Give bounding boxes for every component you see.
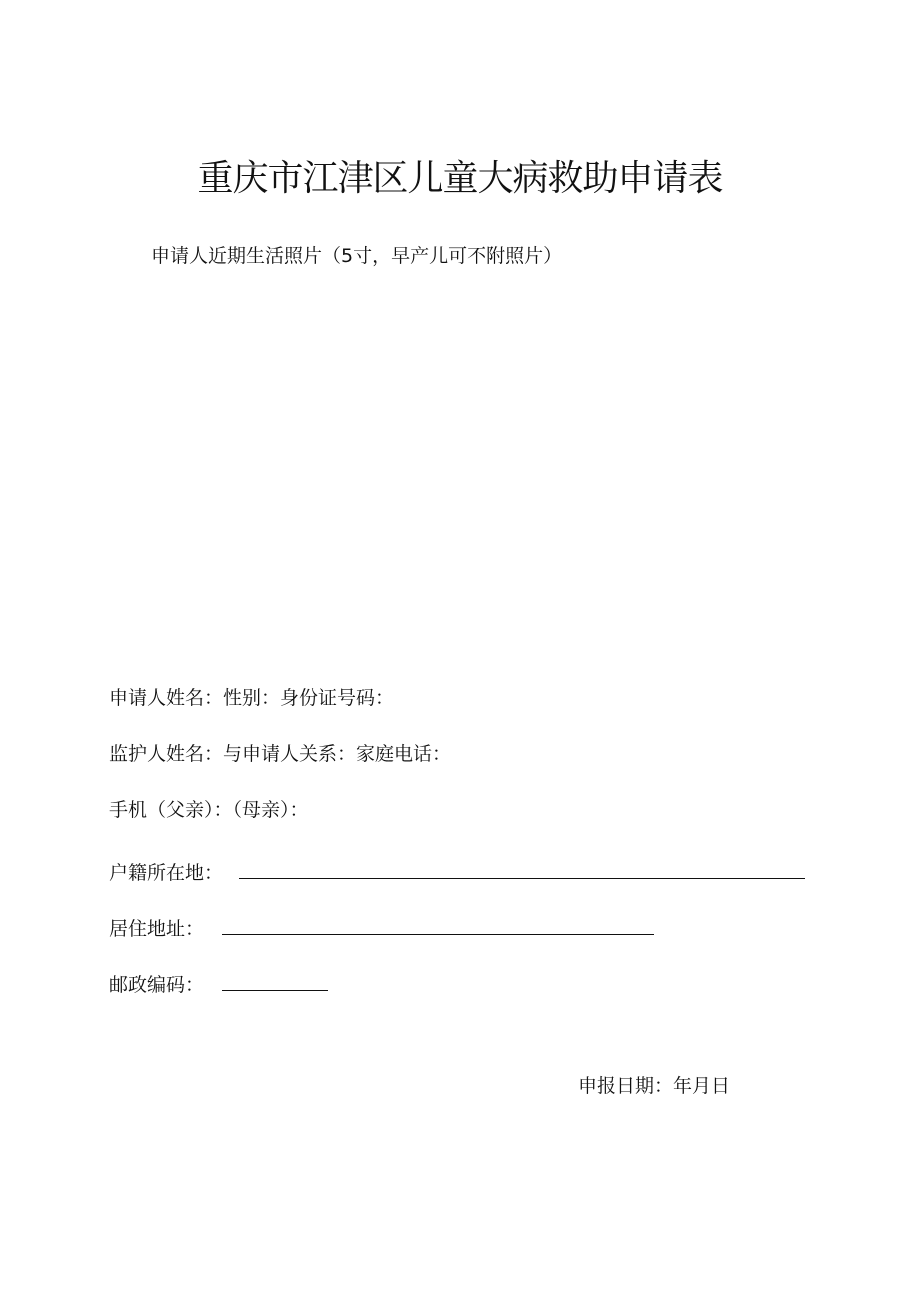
photo-placeholder-area bbox=[151, 280, 751, 660]
photo-note: 申请人近期生活照片（5寸，早产儿可不附照片） bbox=[151, 245, 563, 267]
postcode-label: 邮政编码： bbox=[109, 974, 205, 996]
hukou-label: 户籍所在地： bbox=[109, 862, 224, 884]
submission-date: 申报日期：年月日 bbox=[578, 1075, 731, 1097]
mobile-info-label: 手机（父亲）：（母亲）： bbox=[109, 799, 309, 821]
postcode-row bbox=[109, 968, 328, 999]
guardian-info-row bbox=[109, 740, 451, 768]
postcode-field[interactable] bbox=[222, 968, 328, 991]
guardian-info-label: 监护人姓名：与申请人关系：家庭电话： bbox=[109, 743, 452, 765]
hukou-field[interactable] bbox=[239, 856, 805, 879]
address-row bbox=[109, 912, 654, 943]
page-title: 重庆市江津区儿童大病救助申请表 bbox=[197, 158, 723, 199]
address-field[interactable] bbox=[222, 912, 654, 935]
mobile-info-row bbox=[109, 796, 309, 824]
applicant-info-label: 申请人姓名：性别：身份证号码： bbox=[109, 687, 395, 709]
applicant-info-row bbox=[109, 684, 394, 712]
hukou-row bbox=[109, 856, 805, 887]
address-label: 居住地址： bbox=[109, 918, 205, 940]
